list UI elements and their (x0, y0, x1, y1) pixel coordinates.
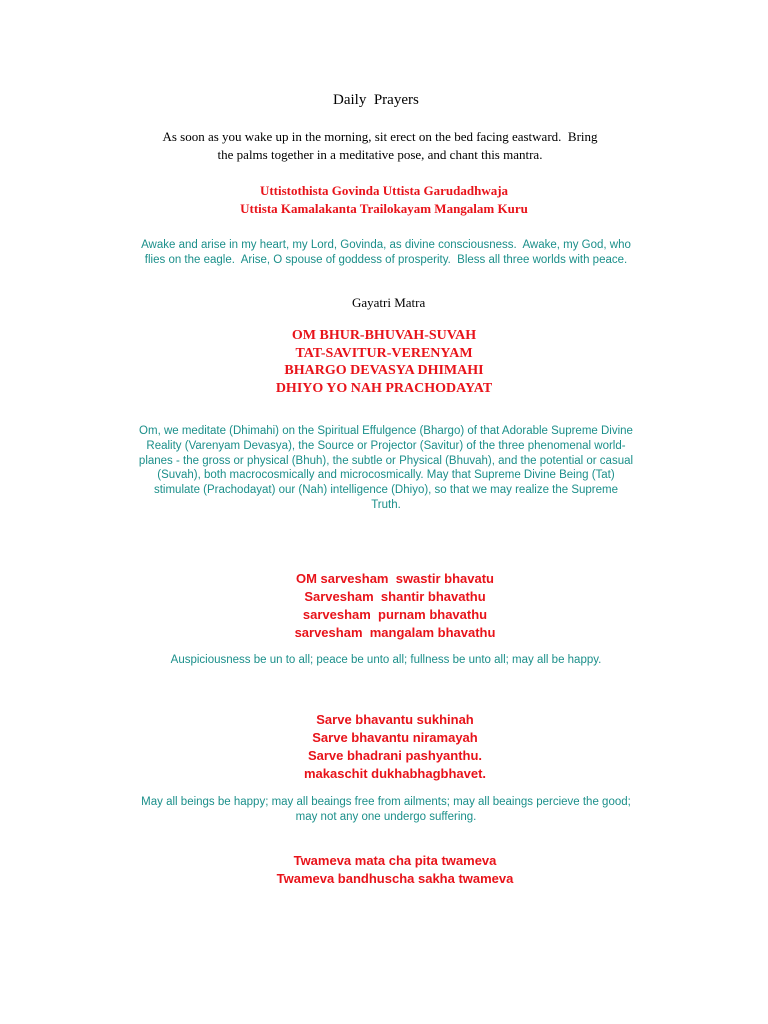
meaning-line: Reality (Varenyam Devasya), the Source or Projector (Savitur) of the three phenomenal world- (146, 439, 626, 452)
meaning-line: Truth. (371, 498, 401, 511)
mantra-line: makaschit dukhabhagbhavet. (303, 766, 487, 781)
meaning-line: May all beings be happy; may all beaings free from ailments; may all beaings percieve the good; (141, 796, 631, 808)
mantra-line: Sarve bhadrani pashyanthu. (307, 748, 483, 763)
page-title: Daily Prayers (333, 92, 419, 108)
gayatri-mantra (0, 327, 768, 397)
meaning-govinda (96, 238, 676, 268)
mantra-line: Twameva bandhuscha sakha twameva (276, 871, 514, 886)
meaning-line: may not any one undergo suffering. (295, 810, 477, 823)
mantra-govinda (0, 182, 768, 218)
mantra-sarvesham (0, 570, 768, 642)
meaning-line: Om, we meditate (Dhimahi) on the Spiritual Effulgence (Bhargo) of that Adorable Supreme Divine (139, 425, 633, 437)
mantra-line: OM BHUR-BHUVAH-SUVAH (291, 328, 477, 343)
meaning-sarvesham (96, 653, 676, 668)
meaning-line: flies on the eagle. Arise, O spouse of goddess of prosperity. Bless all three worlds with peace. (144, 253, 628, 266)
mantra-twameva (0, 852, 768, 888)
mantra-line: OM sarvesham swastir bhavatu (296, 571, 494, 586)
mantra-sarve-bhavantu (0, 711, 768, 783)
meaning-line: planes - the gross or physical (Bhuh), the subtle or Physical (Bhuvah), and the potential or casual (138, 454, 634, 467)
gayatri-meaning (96, 424, 676, 513)
mantra-line: Sarvesham shantir bhavathu (304, 589, 486, 604)
meaning-line: stimulate (Prachodayat) our (Nah) intelligence (Dhiyo), so that we may realize the Supreme (153, 484, 619, 497)
mantra-line: Sarve bhavantu sukhinah (316, 712, 474, 727)
mantra-line: Uttista Kamalakanta Trailokayam Mangalam Kuru (240, 201, 528, 216)
mantra-line: Uttistothista Govinda Uttista Garudadhwaja (259, 183, 509, 198)
meaning-sarve-bhavantu (96, 795, 676, 825)
mantra-line: sarvesham mangalam bhavathu (294, 625, 496, 640)
intro-line: As soon as you wake up in the morning, sit erect on the bed facing eastward. Bring (162, 129, 598, 144)
meaning-line: Auspiciousness be un to all; peace be unto all; fullness be unto all; may all be happy. (170, 654, 602, 666)
mantra-line: BHARGO DEVASYA DHIMAHI (284, 363, 484, 378)
mantra-line: sarvesham purnam bhavathu (302, 607, 488, 622)
mantra-line: Twameva mata cha pita twameva (293, 853, 497, 868)
intro-line: the palms together in a meditative pose, and chant this mantra. (217, 147, 543, 162)
intro-paragraph (120, 128, 640, 164)
mantra-line: Sarve bhavantu niramayah (312, 730, 478, 745)
meaning-line: (Suvah), both macrocosmically and microcosmically. May that Supreme Divine Being (Tat) (157, 469, 615, 482)
mantra-line: DHIYO YO NAH PRACHODAYAT (275, 380, 493, 396)
meaning-line: Awake and arise in my heart, my Lord, Govinda, as divine consciousness. Awake, my God, who (141, 239, 631, 251)
mantra-line: TAT-SAVITUR-VERENYAM (295, 345, 473, 361)
gayatri-heading: Gayatri Matra (352, 295, 426, 310)
